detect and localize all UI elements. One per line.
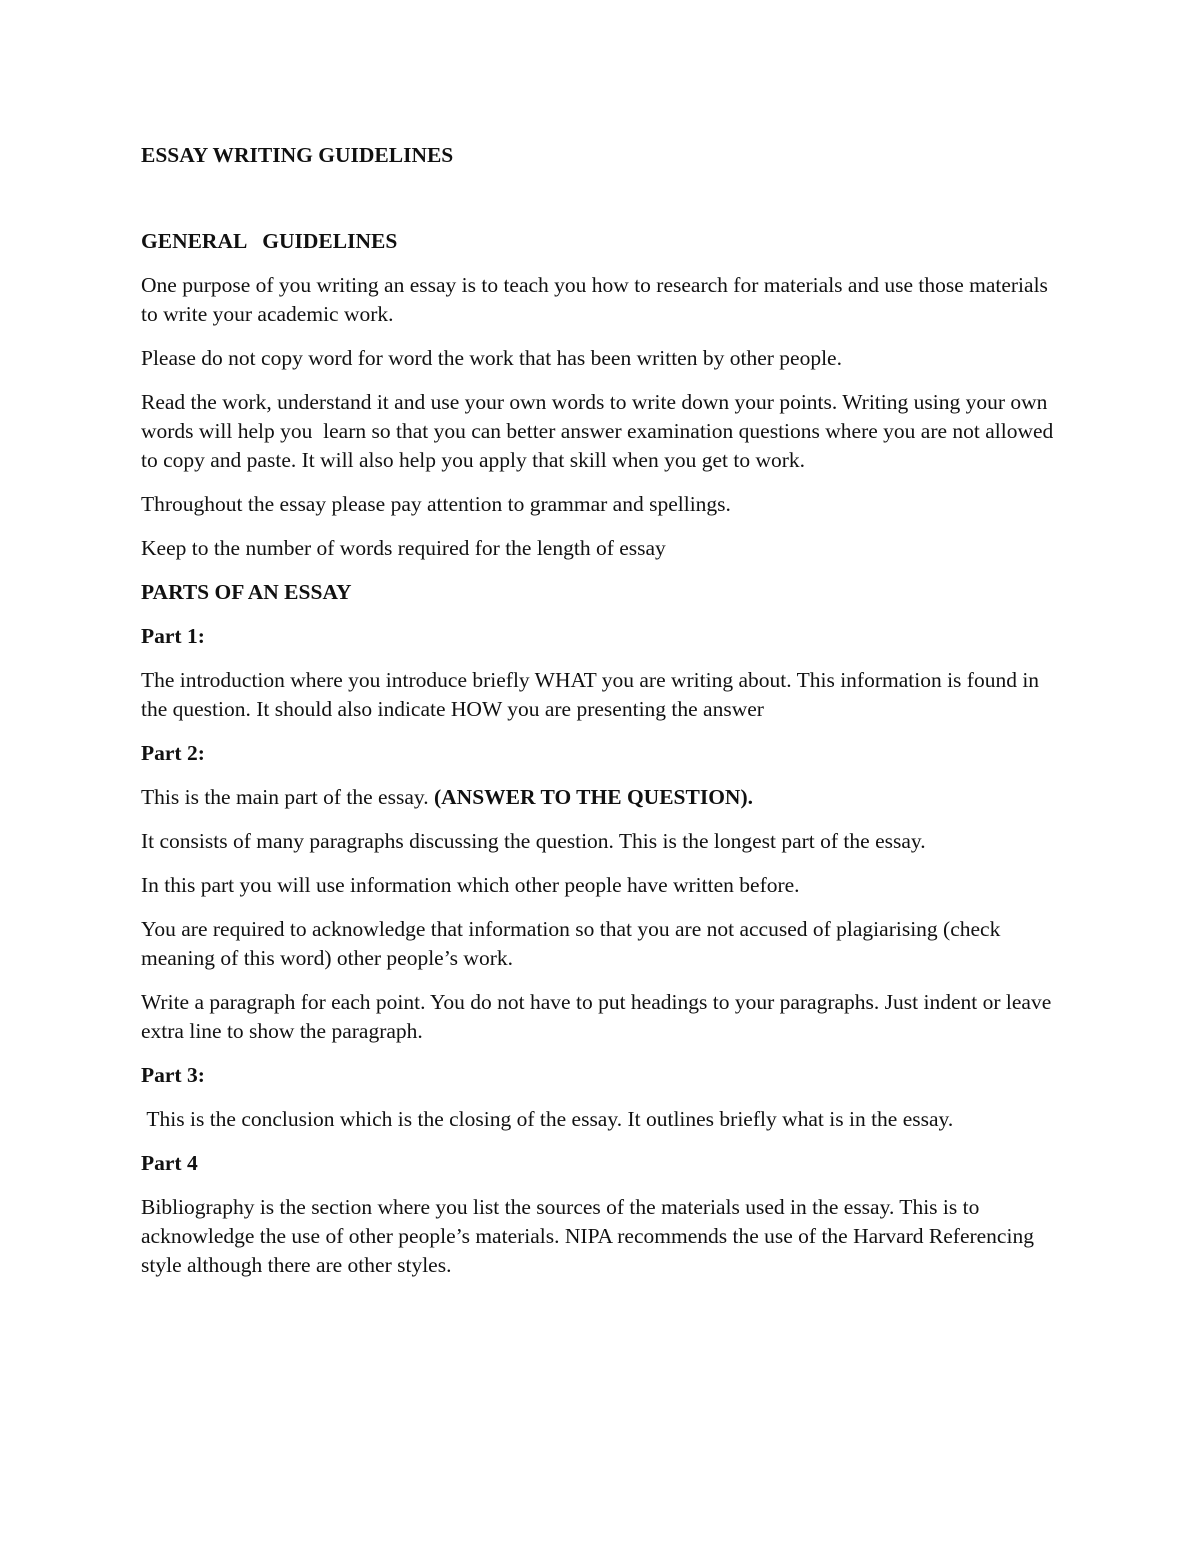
- general-paragraph-5: Keep to the number of words required for the length of essay: [141, 536, 666, 560]
- part-2-paragraph-4: Write a paragraph for each point. You do not have to put headings to your paragraphs. Just indent or leave extra line to show the paragraph.: [141, 990, 1052, 1043]
- part-2-heading: Part 2:: [141, 741, 205, 765]
- general-paragraph-4: Throughout the essay please pay attention to grammar and spellings.: [141, 492, 731, 516]
- part-1-paragraph: The introduction where you introduce briefly WHAT you are writing about. This information is found in the question. It should also indicate HOW you are presenting the answer: [141, 668, 1040, 721]
- parts-heading: PARTS OF AN ESSAY: [141, 580, 352, 604]
- part-2-intro: [141, 783, 1061, 812]
- general-paragraph-3: Read the work, understand it and use your own words to write down your points. Writing using your own words will help you learn so that you can better answer examination questions where you are not allowed to copy and paste. It will also help you apply that skill when you get to work.: [141, 390, 1059, 472]
- part-1-heading: Part 1:: [141, 624, 205, 648]
- part-2-intro-bold: (ANSWER TO THE QUESTION).: [433, 785, 753, 809]
- general-guidelines-heading: GENERAL GUIDELINES: [141, 229, 398, 253]
- document-title: ESSAY WRITING GUIDELINES: [141, 143, 454, 167]
- general-paragraph-1: One purpose of you writing an essay is to teach you how to research for materials and use those materials to write your academic work.: [141, 273, 1048, 326]
- part-3-paragraph: This is the conclusion which is the closing of the essay. It outlines briefly what is in the essay.: [141, 1107, 954, 1131]
- part-4-paragraph: Bibliography is the section where you list the sources of the materials used in the essay. This is to acknowledge the use of other people’s materials. NIPA recommends the use of the Harvard Referencing style although there are other styles.: [141, 1195, 1034, 1277]
- part-4-heading: Part 4: [141, 1151, 198, 1175]
- part-2-paragraph-3: You are required to acknowledge that information so that you are not accused of plagiarising (check meaning of this word) other people’s work.: [141, 917, 1001, 970]
- part-3-heading: Part 3:: [141, 1063, 205, 1087]
- part-2-paragraph-2: In this part you will use information which other people have written before.: [141, 873, 800, 897]
- part-2-intro-text: This is the main part of the essay.: [141, 785, 434, 809]
- document-page: [141, 141, 1061, 1295]
- general-paragraph-2: Please do not copy word for word the work that has been written by other people.: [141, 346, 842, 370]
- part-2-paragraph-1: It consists of many paragraphs discussing the question. This is the longest part of the essay.: [141, 829, 926, 853]
